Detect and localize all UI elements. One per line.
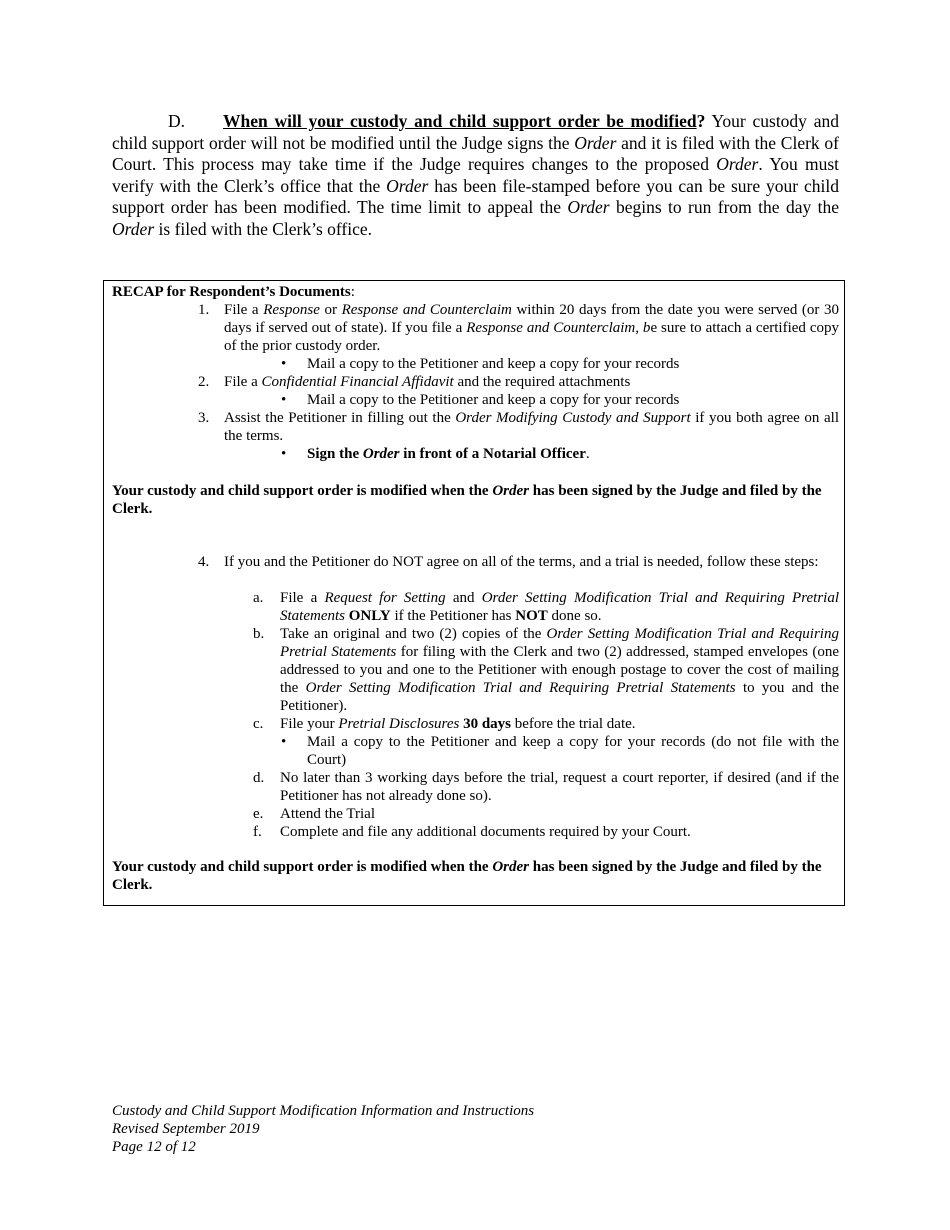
section-letter: D. bbox=[168, 111, 186, 131]
order-term: Order bbox=[112, 218, 155, 239]
order-term: Order bbox=[386, 175, 429, 196]
text: if you both agree on all the terms. bbox=[224, 410, 840, 444]
bullet-icon: • bbox=[281, 392, 287, 408]
list-number: 4. bbox=[198, 554, 210, 570]
sub-letter: f. bbox=[253, 824, 262, 840]
text: and the required attachments bbox=[453, 374, 631, 390]
text: File a bbox=[224, 374, 262, 390]
footer-doc-title: Custody and Child Support Modification Information and Instructions bbox=[112, 1103, 535, 1119]
sub-item-text bbox=[280, 589, 839, 625]
order-term: Order bbox=[716, 154, 759, 175]
doc-name: Order bbox=[362, 446, 400, 462]
sub-item-text bbox=[280, 715, 839, 733]
doc-name: Order Setting Modification Trial and Requiring Pretrial Statements bbox=[280, 626, 839, 660]
sub-letter: d. bbox=[253, 770, 265, 786]
text: e sure to attach a certified copy of the prior custody order. bbox=[224, 320, 839, 354]
doc-name: Pretrial Disclosures bbox=[338, 716, 460, 732]
list-number: 2. bbox=[198, 374, 210, 390]
text: File a bbox=[224, 302, 264, 318]
doc-name: Confidential Financial Affidavit bbox=[261, 374, 454, 390]
doc-name: Order Modifying Custody and Support bbox=[455, 410, 691, 426]
section-qmark: ? bbox=[696, 111, 706, 131]
para-text: is filed with the Clerk’s office. bbox=[154, 218, 373, 239]
bullet-text: Mail a copy to the Petitioner and keep a copy for your records (do not file with the Court) bbox=[307, 734, 839, 768]
doc-name: Order bbox=[492, 483, 530, 499]
list-item-text: If you and the Petitioner do NOT agree on all of the terms, and a trial is needed, follow these steps: bbox=[224, 554, 819, 570]
recap-title-colon: : bbox=[350, 284, 355, 300]
text: before the trial date. bbox=[511, 716, 636, 732]
bullet-icon: • bbox=[281, 446, 287, 462]
text: has been signed by the Judge and filed by the Clerk. bbox=[112, 859, 822, 893]
text: if the Petitioner has bbox=[390, 608, 516, 624]
recap-box bbox=[103, 280, 845, 906]
sub-letter: c. bbox=[253, 716, 264, 732]
sub-item-text bbox=[280, 625, 839, 715]
bullet-text: Mail a copy to the Petitioner and keep a copy for your records bbox=[307, 356, 680, 372]
sub-item-text: No later than 3 working days before the trial, request a court reporter, if desired (and if the Petitioner has not already done so). bbox=[280, 770, 839, 804]
list-item-text bbox=[224, 301, 839, 355]
doc-name: Response and Counterclaim bbox=[341, 302, 512, 318]
para-text: Your custody and child support order will not be modified until the Judge signs the bbox=[112, 111, 839, 153]
text: . bbox=[585, 446, 590, 462]
list-item-text bbox=[224, 373, 839, 391]
recap-title-text: RECAP for Respondent’s Documents bbox=[112, 284, 351, 300]
page-footer bbox=[112, 1102, 534, 1156]
text: to you and the Petitioner). bbox=[280, 680, 840, 714]
text: File a bbox=[280, 590, 325, 606]
doc-name: Order Setting Modification Trial and Requiring Pretrial Statements bbox=[280, 590, 839, 624]
text: ONLY bbox=[345, 608, 391, 624]
text: Your custody and child support order is modified when the bbox=[112, 859, 493, 875]
bullet-icon: • bbox=[281, 734, 287, 750]
text: or bbox=[319, 302, 342, 318]
doc-name: Response bbox=[263, 302, 320, 318]
text: in front of a Notarial Officer bbox=[399, 446, 586, 462]
text: Sign the bbox=[307, 446, 363, 462]
sub-letter: b. bbox=[253, 626, 265, 642]
para-text: and it is filed with the Clerk of Court. This process may take time if the Judge requires changes to the proposed bbox=[112, 132, 839, 175]
section-d-paragraph bbox=[112, 111, 839, 241]
text: and bbox=[445, 590, 482, 606]
text: Assist the Petitioner in filling out the bbox=[224, 410, 456, 426]
list-number: 3. bbox=[198, 410, 210, 426]
text: NOT bbox=[515, 608, 548, 624]
text: File your bbox=[280, 716, 339, 732]
text: has been signed by the Judge and filed by the Clerk. bbox=[112, 483, 822, 517]
bullet-text: Mail a copy to the Petitioner and keep a copy for your records bbox=[307, 392, 680, 408]
section-question: When will your custody and child support order be modified bbox=[223, 111, 697, 131]
list-number: 1. bbox=[198, 302, 210, 318]
modified-note bbox=[112, 482, 839, 518]
sub-letter: e. bbox=[253, 806, 264, 822]
bullet-text bbox=[307, 445, 847, 463]
doc-name: Order Setting Modification Trial and Requiring Pretrial Statements bbox=[305, 680, 736, 696]
bullet-icon: • bbox=[281, 356, 287, 372]
text: Your custody and child support order is modified when the bbox=[112, 483, 493, 499]
footer-page-number: Page 12 of 12 bbox=[112, 1139, 196, 1155]
order-term: Order bbox=[574, 132, 617, 153]
para-text: has been file-stamped before you can be sure your child support order has been modified. The time limit to appeal the bbox=[112, 175, 840, 218]
order-term: Order bbox=[567, 197, 610, 218]
doc-name: Order bbox=[492, 859, 530, 875]
doc-name: Request for Setting bbox=[324, 590, 446, 606]
recap-title bbox=[112, 283, 355, 301]
doc-name: Response and Counterclaim, b bbox=[466, 320, 651, 336]
text: for filing with the Clerk and two (2) addressed, stamped envelopes (one addressed to you and one to the Petitioner with enough postage to cover the cost of mailing the bbox=[280, 644, 839, 696]
para-text: begins to run from the day the bbox=[609, 197, 839, 218]
sub-item-text: Attend the Trial bbox=[280, 806, 376, 822]
sub-item-text: Complete and file any additional documents required by your Court. bbox=[280, 824, 691, 840]
text: within 20 days from the date you were served (or 30 days if served out of state). If you file a bbox=[224, 302, 840, 336]
text: 30 days bbox=[459, 716, 511, 732]
footer-revision: Revised September 2019 bbox=[112, 1121, 260, 1137]
sub-letter: a. bbox=[253, 590, 264, 606]
modified-note bbox=[112, 858, 839, 894]
text: done so. bbox=[547, 608, 602, 624]
section-heading bbox=[223, 111, 705, 131]
para-text: . You must verify with the Clerk’s office that the bbox=[112, 154, 839, 196]
text: Take an original and two (2) copies of the bbox=[280, 626, 547, 642]
list-item-text bbox=[224, 409, 839, 445]
